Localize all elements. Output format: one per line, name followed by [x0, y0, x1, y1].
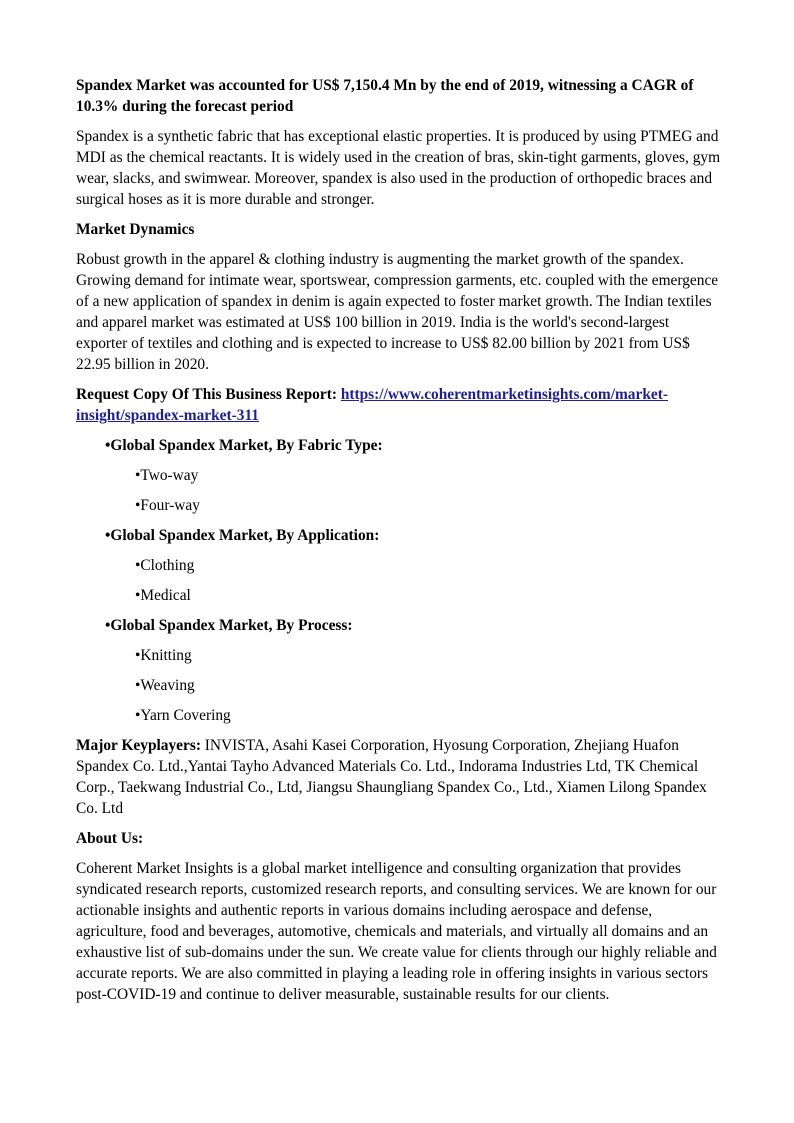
about-title: About Us:	[76, 830, 144, 847]
request-copy-label: Request Copy Of This Business Report:	[76, 386, 341, 403]
segment-fabric-type-title: •Global Spandex Market, By Fabric Type:	[105, 437, 383, 454]
list-item: •Medical	[135, 587, 191, 604]
document-page	[76, 75, 724, 1014]
market-dynamics-paragraph: Robust growth in the apparel & clothing industry is augmenting the market growth of the spandex. Growing demand for intimate wear, sportswear, compression garments, etc. coupled with the emergence of a new application of spandex in denim is again expected to foster market growth. The Indian textiles and apparel market was estimated at US$ 100 billion in 2019. India is the world's second-largest exporter of textiles and clothing and is expected to increase to US$ 82.00 billion by 2021 from US$ 22.95 billion in 2020.	[76, 251, 719, 373]
page-title: Spandex Market was accounted for US$ 7,150.4 Mn by the end of 2019, witnessing a CAGR of 10.3% during the forecast period	[76, 77, 694, 115]
list-item: •Yarn Covering	[135, 707, 231, 724]
list-item: •Four-way	[135, 497, 200, 514]
list-item: •Knitting	[135, 647, 192, 664]
intro-paragraph: Spandex is a synthetic fabric that has exceptional elastic properties. It is produced by using PTMEG and MDI as the chemical reactants. It is widely used in the creation of bras, skin-tight garments, gloves, gym wear, slacks, and swimwear. Moreover, spandex is also used in the production of orthopedic braces and surgical hoses as it is more durable and stronger.	[76, 128, 721, 208]
list-item: •Clothing	[135, 557, 195, 574]
list-item: •Weaving	[135, 677, 195, 694]
request-copy-line	[76, 384, 724, 426]
keyplayers-label: Major Keyplayers:	[76, 737, 201, 754]
segment-application-title: •Global Spandex Market, By Application:	[105, 527, 380, 544]
list-item: •Two-way	[135, 467, 199, 484]
market-dynamics-title: Market Dynamics	[76, 221, 195, 238]
segment-process-title: •Global Spandex Market, By Process:	[105, 617, 353, 634]
about-paragraph: Coherent Market Insights is a global market intelligence and consulting organization that provides syndicated research reports, customized research reports, and consulting services. We are known for our actionable insights and authentic reports in various domains including aerospace and defense, agriculture, food and beverages, automotive, chemicals and materials, and virtually all domains and an exhaustive list of sub-domains under the sun. We create value for clients through our highly reliable and accurate reports. We are also committed in playing a leading role in offering insights in various sectors post-COVID-19 and continue to deliver measurable, sustainable results for our clients.	[76, 860, 717, 1003]
keyplayers-text: INVISTA, Asahi Kasei Corporation, Hyosung Corporation, Zhejiang Huafon Spandex Co. Ltd.,Yantai Tayho Advanced Materials Co. Ltd., Indorama Industries Ltd, TK Chemical Corp., Taekwang Industrial Co., Ltd, Jiangsu Shaungliang Spandex Co., Ltd., Xiamen Lilong Spandex Co. Ltd	[76, 737, 707, 817]
report-link[interactable]: https://www.coherentmarketinsights.com/market-insight/spandex-market-311	[76, 386, 668, 424]
keyplayers-paragraph	[76, 735, 724, 819]
